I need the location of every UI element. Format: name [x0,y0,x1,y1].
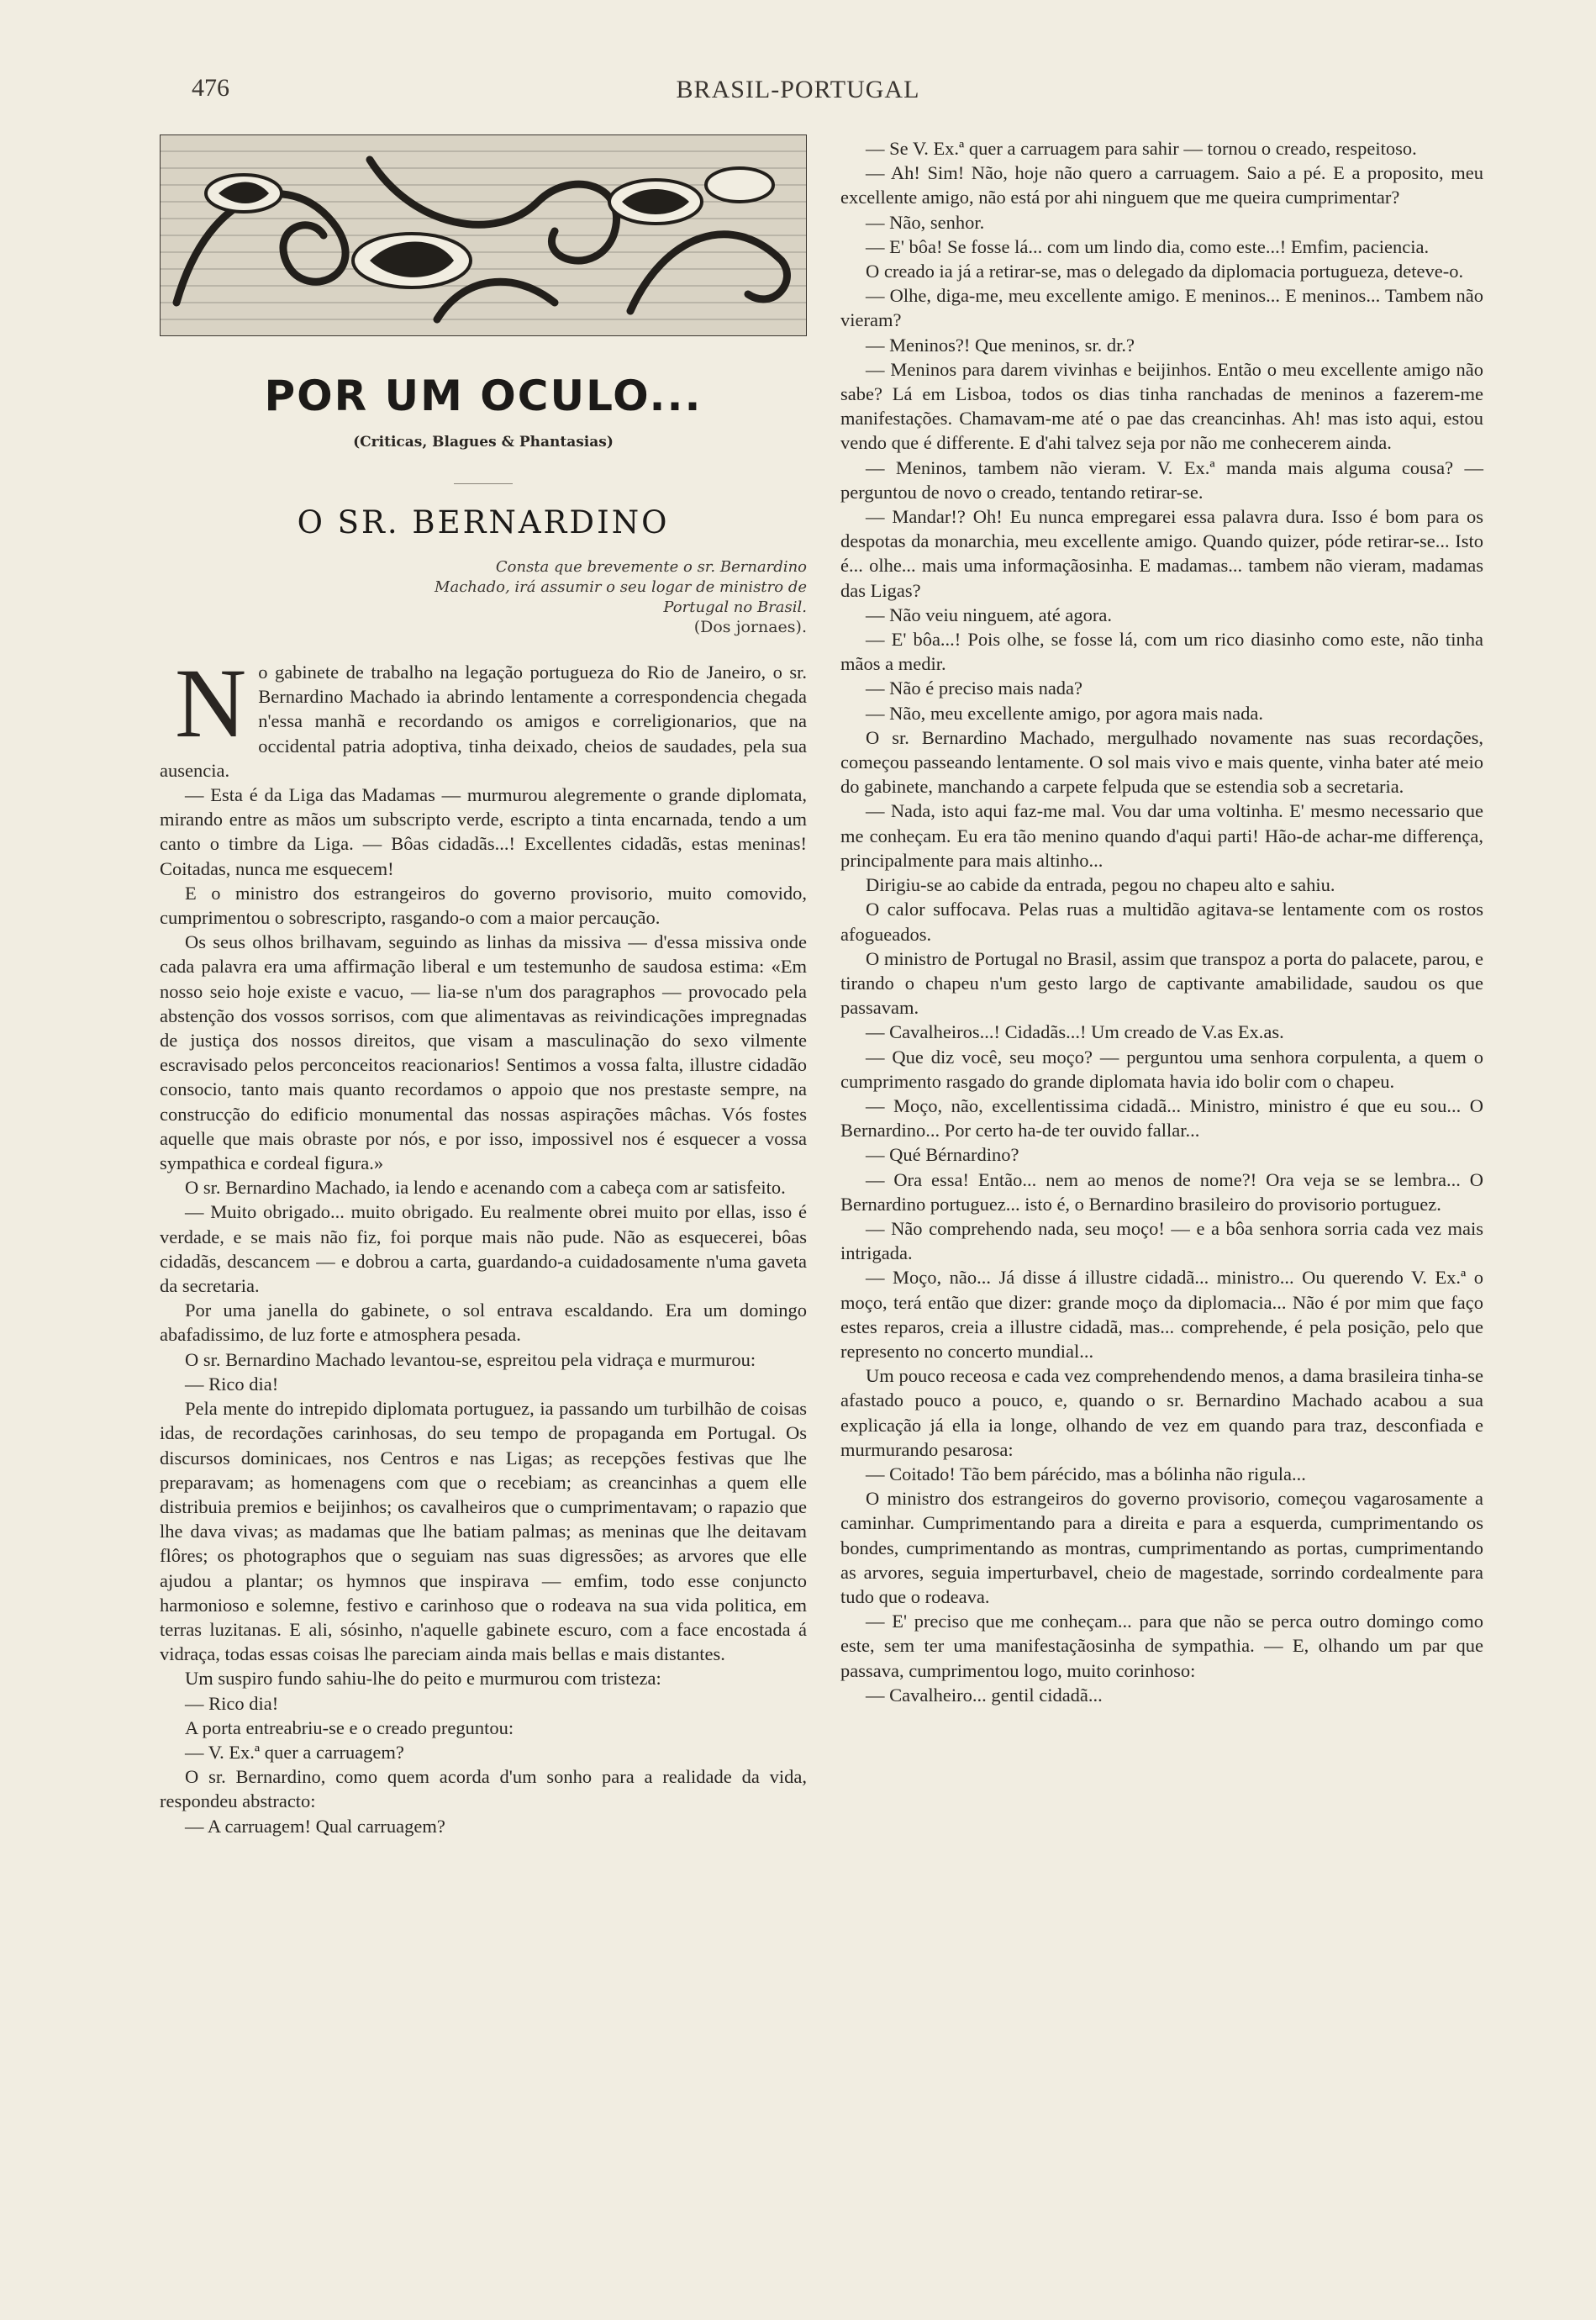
paragraph: — Muito obrigado... muito obrigado. Eu realmente obrei muito por ellas, isso é verdade, e se mais não fiz, foi porque mais não pude. Não as esquecerei, bôas cidadãs, descancem — e dobrou a carta, guardando-a cuidadosamente n'uma gaveta da secretaria. [160,1201,807,1297]
paragraph: — Mandar!? Oh! Eu nunca empregarei essa palavra dura. Isso é bom para os despotas da monarchia, meu excellente amigo. Quando quizer, póde retirar-se... Isto é... olhe... mais uma informaçãosinha. E madamas... tambem não vieram, madamas das Ligas? [840,506,1483,601]
paragraph: Os seus olhos brilhavam, seguindo as linhas da missiva — d'essa missiva onde cada palavra era uma affirmação liberal e um testemunho de saudosa estima: «Em nosso seio hoje existe e vacuo, — lia-se n'um dos paragraphos — provocado pela abstenção dos vossos sorrisos, com que alimentavas as reivindicações impregnadas de justiça dos nossos direitos, que visam a masculinação do sexo vilmente escravisado pelos perconceitos reacionarios! Sentimos a vossa falta, illustre cidadão consocio, tanto mais quanto recordamos o appoio que nos prestaste sempre, na construcção do edificio monumental das nossas aspirações mâchas. Vós fostes aquelle que mais obraste por nós, e por isso, impossivel nos é esquecer a vossa sympathica e cordeal figura.» [160,931,807,1174]
paragraph: A porta entreabriu-se e o creado preguntou: [185,1716,514,1738]
paragraph: O sr. Bernardino Machado, mergulhado novamente nas suas recordações, começou passeando lentamente. O sol mais vivo e mais quente, vinha bater até meio do gabinete, manchando a carpete felpuda que se estendia sob a secretaria. [840,726,1483,798]
paragraph: O sr. Bernardino, como quem acorda d'um sonho para a realidade da vida, respondeu abstracto: [160,1766,807,1812]
paragraph: Um suspiro fundo sahiu-lhe do peito e murmurou com tristeza: [185,1668,661,1690]
section-heading: O SR. BERNARDINO [297,504,670,540]
opening-text: o gabinete de trabalho na legação portugueza do Rio de Janeiro, o sr. Bernardino Machado ia abrindo lentamente a correspondencia chegada n'essa manhã e recordando os amigos e correligionarios, que na occidental patria adoptiva, tinha deixado, cheios de saudades, pela sua ausencia. [160,662,807,781]
paragraph: — Meninos?! Que meninos, sr. dr.? [866,334,1135,356]
paragraph: O ministro de Portugal no Brasil, assim que transpoz a porta do palacete, parou, e tirando o chapeu n'um gesto largo de captivante amabilidade, saudou os que passavam. [840,947,1483,1019]
paragraph: — Coitado! Tão bem párécido, mas a bólinha não rigula... [866,1463,1306,1484]
paragraph: — A carruagem! Qual carruagem? [185,1815,445,1837]
paragraph: — E' preciso que me conheçam... para que não se perca outro domingo como este, sem ter uma manifestaçãosinha de sympathia. — E, olhando um par que passava, cumprimentou logo, muito corinhoso: [840,1611,1483,1681]
paragraph: — Nada, isto aqui faz-me mal. Vou dar uma voltinha. E' mesmo necessario que me conheçam. Eu era tão menino quando d'aqui parti! Hão-de achar-me differença, principalmente para mais altinho... [840,800,1483,871]
paragraph: — Se V. Ex.ª quer a carruagem para sahir — tornou o creado, respeitoso. [866,138,1417,159]
paragraph: Pela mente do intrepido diplomata portuguez, ia passando um turbilhão de coisas idas, de recordações carinhosas, do seu tempo de propaganda em Portugal. Os discursos dominicaes, nos Centros e nas Ligas; as recepções festivas que lhe preparavam; as homenagens com que o recebiam; as creancinhas a quem elle distribuia premios e beijinhos; os cavalheiros que o cumprimentavam; o rapazio que lhe dava vivas; as madamas que lhe batiam palmas; as meninas que lhe deitavam flôres; os photographos que o seguiam nas suas digressões; as arvores que elle ajudou a plantar; os hymnos que inspirava — emfim, todo esse conjuncto harmonioso e solemne, festivo e carinhoso que o rodeava na sua vida politica, em terras luzitanas. E ali, sósinho, n'aquelle gabinete escuro, com a face encostada á vidraça, todas essas coisas lhe pareciam ainda mais bellas e mais distantes. [160,1398,807,1665]
paragraph: — V. Ex.ª quer a carruagem? [185,1741,404,1763]
title-divider [454,483,513,484]
paragraph: — Não, senhor. [866,211,985,233]
paragraph: — Não veiu ninguem, até agora. [866,604,1113,625]
paragraph: — Ah! Sim! Não, hoje não quero a carruagem. Saio a pé. E a proposito, meu excellente amigo, não está por ahi ninguem que me queira cumprimentar? [840,162,1483,208]
paragraph: O ministro dos estrangeiros do governo provisorio, começou vagarosamente a caminhar. Cumprimentando para a direita e para a esquerda, cumprimentando os bondes, cumprimentando as montras, cumprimentando as portas, cumprimentando as arvores, seguia imperturbavel, cheio de magestade, sorrindo cordealmente para tudo que o rodeava. [840,1488,1483,1607]
paragraph: — Cavalheiro... gentil cidadã... [866,1684,1103,1706]
paragraph: O sr. Bernardino Machado levantou-se, espreitou pela vidraça e murmurou: [185,1348,756,1370]
paragraph: O sr. Bernardino Machado, ia lendo e acenando com a cabeça com ar satisfeito. [185,1177,786,1199]
paragraph: E o ministro dos estrangeiros do governo provisorio, muito comovido, cumprimentou o sobrescripto, rasgando-o com a maior percaução. [160,882,807,929]
paragraph: — Não é preciso mais nada? [866,678,1083,699]
paragraph: — Meninos para darem vivinhas e beijinhos. Então o meu excellente amigo não sabe? Lá em Lisboa, todos os dias tinha ranchadas de meninos a fazerem-me manifestações. Chamavam-me até o pae das creancinhas. Ah! mas isto aqui, estou vendo que é differente. E d'ahi talvez seja por não me conhecerem ainda. [840,358,1483,454]
right-paragraphs [840,136,1483,1707]
epigraph: Consta que brevemente o sr. Bernardino Machado, irá assumir o seu logar de ministro de Portugal no Brasil. [435,558,807,616]
paragraph: — E' bôa! Se fosse lá... com um lindo dia, como este...! Emfim, paciencia. [866,235,1430,257]
paragraph: O creado ia já a retirar-se, mas o delegado da diplomacia portugueza, deteve-o. [866,261,1464,282]
paragraph: — Ora essa! Então... nem ao menos de nome?! Ora veja se se lembra... O Bernardino portuguez... isto é, o Bernardino brasileiro do provisorio portuguez. [840,1168,1483,1215]
paragraph: O calor suffocava. Pelas ruas a multidão agitava-se lentamente com os rostos afogueados. [840,899,1483,945]
paragraph: — Moço, não, excellentissima cidadã... Ministro, ministro é que eu sou... O Bernardino... Por certo ha-de ter ouvido fallar... [840,1094,1483,1142]
paragraph: — Que diz você, seu moço? — perguntou uma senhora corpulenta, a quem o cumprimento rasgado do grande diplomata havia ido bolir com o chapeu. [840,1046,1483,1092]
paragraph: — Não, meu excellente amigo, por agora mais nada. [866,702,1263,724]
paragraph: Por uma janella do gabinete, o sol entrava escaldando. Era um domingo abafadissimo, de luz forte e atmosphera pesada. [160,1300,807,1346]
paragraph: Dirigiu-se ao cabide da entrada, pegou no chapeu alto e sahiu. [866,874,1335,896]
right-column [840,136,1483,1707]
acanthus-scroll-ornament-icon [160,134,807,336]
paragraph: Um pouco receosa e cada vez comprehendendo menos, a dama brasileira tinha-se afastado pouco a pouco, e, quando o sr. Bernardino Machado acabou a sua explicação já ella ia longe, olhando de vez em quando para traz, desconfiada e murmurando pesarosa: [840,1365,1483,1460]
opening-paragraph [160,648,807,783]
paragraph: — Esta é da Liga das Madamas — murmurou alegremente o grande diplomata, mirando entre as mãos um subscripto verde, escripto a tinta encarnada, tendo a um canto o timbre da Liga. — Bôas cidadãs...! Excellentes cidadãs, estas meninas! Coitadas, nunca me esquecem! [160,784,807,879]
article-subtitle: (Criticas, Blagues & Phantasias) [353,434,614,451]
paragraph: — Rico dia! [185,1692,279,1714]
paragraph: — Rico dia! [185,1373,279,1395]
paragraph: — Cavalheiros...! Cidadãs...! Um creado de V.as Ex.as. [866,1021,1284,1043]
paragraph: — Não comprehendo nada, seu moço! — e a bôa senhora sorria cada vez mais intrigada. [840,1217,1483,1264]
running-title: BRASIL-PORTUGAL [676,76,920,103]
paragraph: — Olhe, diga-me, meu excellente amigo. E meninos... E meninos... Tambem não vieram? [840,285,1483,331]
article-title: POR UM OCULO... [264,372,703,420]
paragraph: — Qué Bérnardino? [866,1144,1019,1166]
left-column [160,648,807,1838]
epigraph-source: (Dos jornaes). [693,618,807,636]
left-paragraphs [160,783,807,1838]
paragraph: — Meninos, tambem não vieram. V. Ex.ª manda mais alguma cousa? — perguntou de novo o creado, tentando retirar-se. [840,456,1483,503]
drop-cap: N [175,648,247,758]
paragraph: — Moço, não... Já disse á illustre cidadã... ministro... Ou querendo V. Ex.ª o moço, terá então que dizer: grande moço da diplomacia... Não é por mim que faço estes reparos, creia a illustre cidadã, mas... comprehende, é pela posição, pelo que represento no concerto mundial... [840,1267,1483,1362]
page-number: 476 [192,74,229,102]
paragraph: — E' bôa...! Pois olhe, se fosse lá, com um rico diasinho como este, não tinha mãos a medir. [840,629,1483,675]
